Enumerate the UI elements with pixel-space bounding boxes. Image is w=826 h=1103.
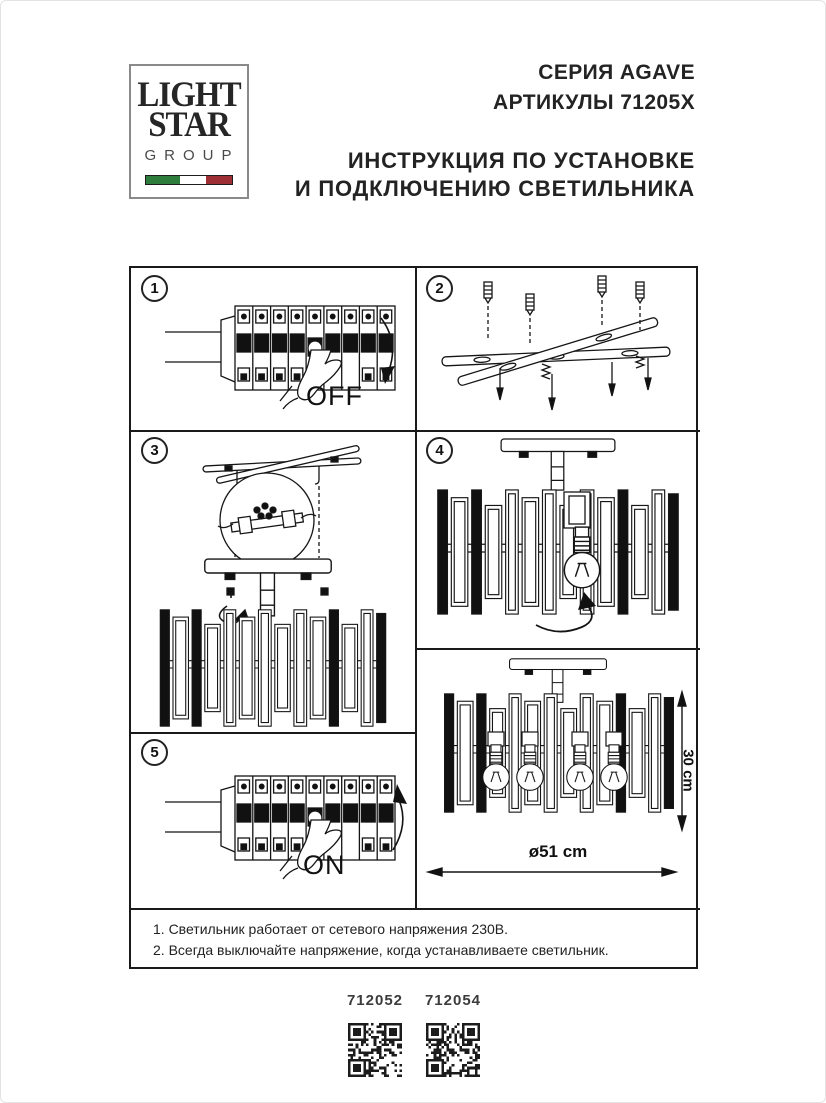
logo-word-star: STAR — [148, 105, 230, 145]
logo-word-light: LIGHT — [137, 75, 241, 115]
circuit-breaker-on-illustration — [131, 732, 415, 908]
flag-green-segment — [146, 176, 180, 184]
on-label: ON — [303, 850, 346, 880]
flag-white-segment — [180, 176, 206, 184]
step-5-panel — [131, 732, 415, 908]
article-number-712054: 712054 — [424, 992, 482, 1009]
safety-notes — [131, 908, 700, 971]
bulb-installation-illustration — [416, 430, 700, 648]
step-3-panel — [131, 430, 415, 732]
off-label: OFF — [306, 381, 363, 411]
note-line-1: 1. Светильник работает от сетевого напряжения 230В. — [153, 921, 509, 937]
fixture-dimensions-illustration — [416, 648, 700, 908]
diameter-dimension-label: ø51 cm — [528, 842, 588, 861]
qr-code-article-2 — [426, 1023, 480, 1077]
step-2-number-badge: 2 — [426, 275, 453, 302]
qr-code-article-1 — [348, 1023, 402, 1077]
flag-red-segment — [206, 176, 232, 184]
lightstar-logo — [129, 64, 249, 199]
step-5-number-badge: 5 — [141, 739, 168, 766]
circuit-breaker-off-illustration — [131, 268, 415, 430]
mounting-bracket-illustration — [416, 268, 700, 430]
articles-title: АРТИКУЛЫ 71205X — [493, 91, 695, 114]
instruction-diagram-grid — [129, 266, 698, 969]
article-number-712052: 712052 — [346, 992, 404, 1009]
step-3-number-badge: 3 — [141, 437, 168, 464]
logo-word-group: GROUP — [144, 147, 240, 164]
instruction-title — [295, 147, 695, 203]
series-title: СЕРИЯ AGAVE — [538, 61, 695, 84]
height-dimension-label: 30 cm — [679, 749, 697, 792]
italian-flag-bar — [145, 175, 233, 185]
step-4-panel — [416, 430, 700, 648]
note-line-2: 2. Всегда выключайте напряжение, когда устанавливаете светильник. — [153, 942, 609, 958]
header-titles — [493, 58, 695, 118]
instruction-title-line1: ИНСТРУКЦИЯ ПО УСТАНОВКЕ — [347, 148, 695, 173]
dimensions-panel — [416, 648, 700, 908]
instruction-title-line2: И ПОДКЛЮЧЕНИЮ СВЕТИЛЬНИКА — [294, 176, 695, 201]
step-2-panel — [416, 268, 700, 430]
step-4-number-badge: 4 — [426, 437, 453, 464]
step-1-panel — [131, 268, 415, 430]
step-1-number-badge: 1 — [141, 275, 168, 302]
fixture-assembly-illustration — [131, 430, 415, 732]
